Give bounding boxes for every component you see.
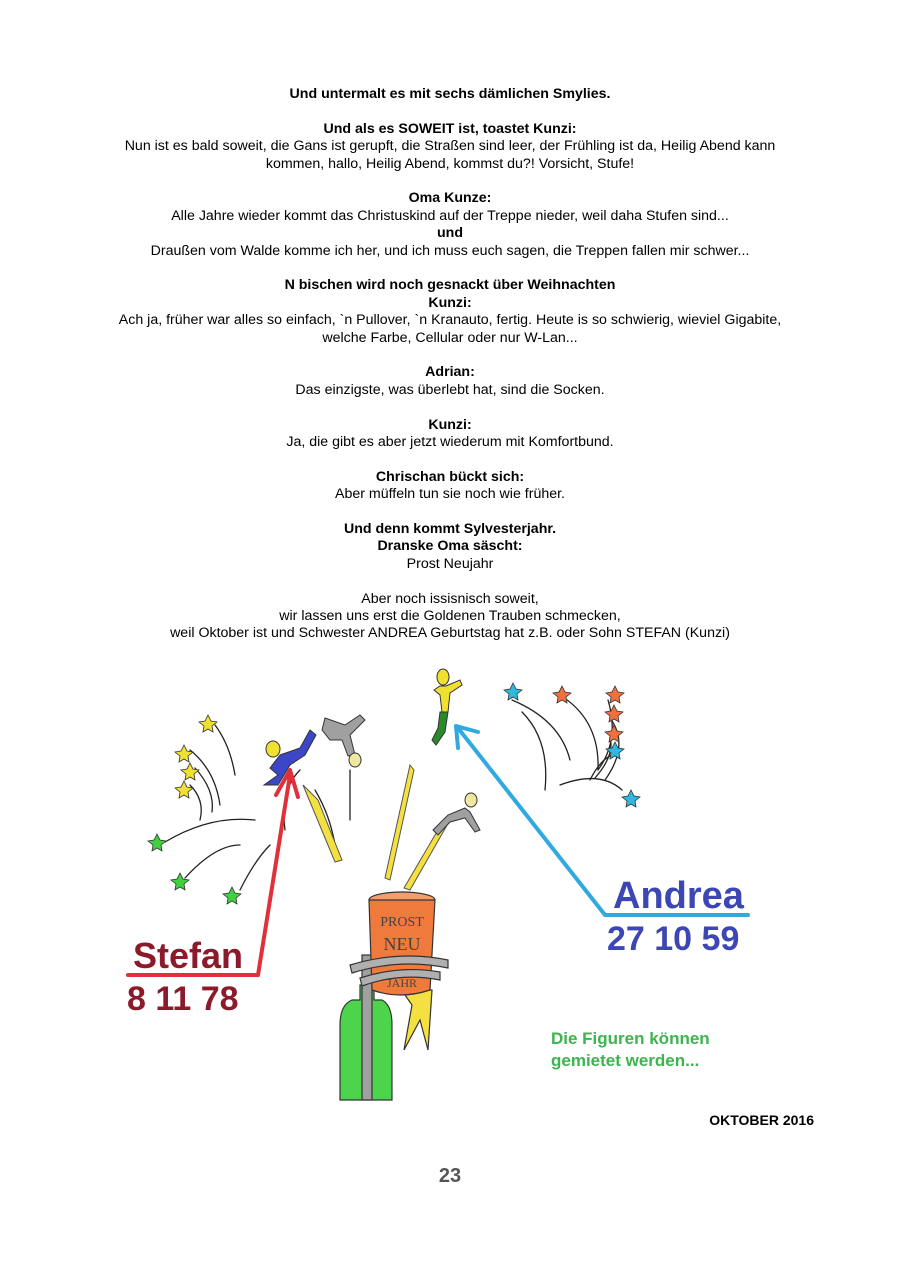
bottle-label-line3: JAHR (386, 976, 418, 990)
firework-stars (148, 683, 640, 904)
speaker-line: Und untermalt es mit sechs dämlichen Smylies. (289, 86, 611, 102)
story-paragraph (90, 277, 810, 347)
speaker-line: Und denn kommt Sylvesterjahr. (343, 521, 557, 538)
star-icon (223, 887, 241, 904)
bottle-label-line2: NEU (383, 934, 421, 954)
rent-note: Die Figuren können gemietet werden... (551, 1029, 710, 1070)
bottle-label-line1: PROST (380, 915, 424, 930)
dialogue-line: weil Oktober ist und Schwester ANDREA Geburtstag hat z.B. oder Sohn STEFAN (Kunzi) (170, 625, 730, 642)
star-icon (181, 763, 199, 780)
star-icon (605, 725, 623, 742)
star-icon (148, 834, 166, 851)
dialogue-line: Das einzigste, was überlebt hat, sind die Socken. (295, 381, 605, 398)
figure-falling-grey (322, 715, 365, 767)
stefan-birthdate: 8 11 78 (127, 980, 239, 1018)
story-text (90, 86, 810, 660)
speaker-line: Adrian: (425, 364, 475, 381)
speaker-line: Kunzi: (428, 416, 472, 433)
speaker-line: Kunzi: (428, 294, 472, 311)
dialogue-line: Prost Neujahr (406, 555, 494, 572)
speaker-line: und (437, 225, 463, 242)
story-paragraph (90, 86, 810, 103)
dialogue-line: kommen, hallo, Heilig Abend, kommst du?! Vorsicht, Stufe! (265, 155, 635, 172)
fireworks-illustration (0, 660, 900, 1120)
speaker-line: Und als es SOWEIT ist, toastet Kunzi: (323, 120, 577, 137)
issue-month: OKTOBER 2016 (709, 1112, 814, 1128)
dialogue-line: Ja, die gibt es aber jetzt wiederum mit Komfortbund. (286, 434, 614, 451)
speaker-line: Dranske Oma säscht: (377, 538, 523, 555)
speaker-line: Chrischan bückt sich: (375, 468, 525, 485)
dialogue-line: wir lassen uns erst die Goldenen Trauben schmecken, (279, 608, 621, 625)
figure-falling-grey-2 (433, 793, 480, 835)
star-icon (175, 781, 193, 798)
andrea-birthdate: 27 10 59 (607, 920, 740, 958)
story-paragraph (90, 591, 810, 643)
dialogue-line: Aber müffeln tun sie noch wie früher. (334, 486, 566, 503)
story-paragraph (90, 469, 810, 504)
story-paragraph (90, 417, 810, 452)
star-icon (622, 790, 640, 807)
dialogue-line: Ach ja, früher war alles so einfach, `n Pullover, `n Kranauto, fertig. Heute is so schwierig, wieviel Gigabite, (118, 312, 782, 329)
star-icon (199, 715, 217, 732)
andrea-name: Andrea (613, 875, 744, 917)
page-number: 23 (438, 1165, 462, 1187)
speaker-line: N bischen wird noch gesnackt über Weihnachten (284, 277, 616, 294)
dialogue-line: Aber noch issisnisch soweit, (361, 590, 539, 607)
star-icon (175, 745, 193, 762)
story-paragraph (90, 521, 810, 573)
speaker-line: Oma Kunze: (408, 190, 492, 207)
star-icon (605, 705, 623, 722)
story-paragraph (90, 190, 810, 260)
cork (350, 892, 448, 995)
dialogue-line: welche Farbe, Cellular oder nur W-Lan... (322, 329, 578, 346)
star-icon (171, 873, 189, 890)
dialogue-line: Nun ist es bald soweit, die Gans ist gerupft, die Straßen sind leer, der Frühling ist da, Heilig Abend kann (124, 138, 776, 155)
dialogue-line: Draußen vom Walde komme ich her, und ich muss euch sagen, die Treppen fallen mir schwer... (150, 242, 750, 259)
story-paragraph (90, 364, 810, 399)
star-icon (504, 683, 522, 700)
champagne-sparks (303, 765, 450, 890)
story-paragraph (90, 121, 810, 173)
dialogue-line: Alle Jahre wieder kommt das Christuskind auf der Treppe nieder, weil daha Stufen sind... (171, 207, 729, 224)
stefan-name: Stefan (133, 935, 244, 976)
